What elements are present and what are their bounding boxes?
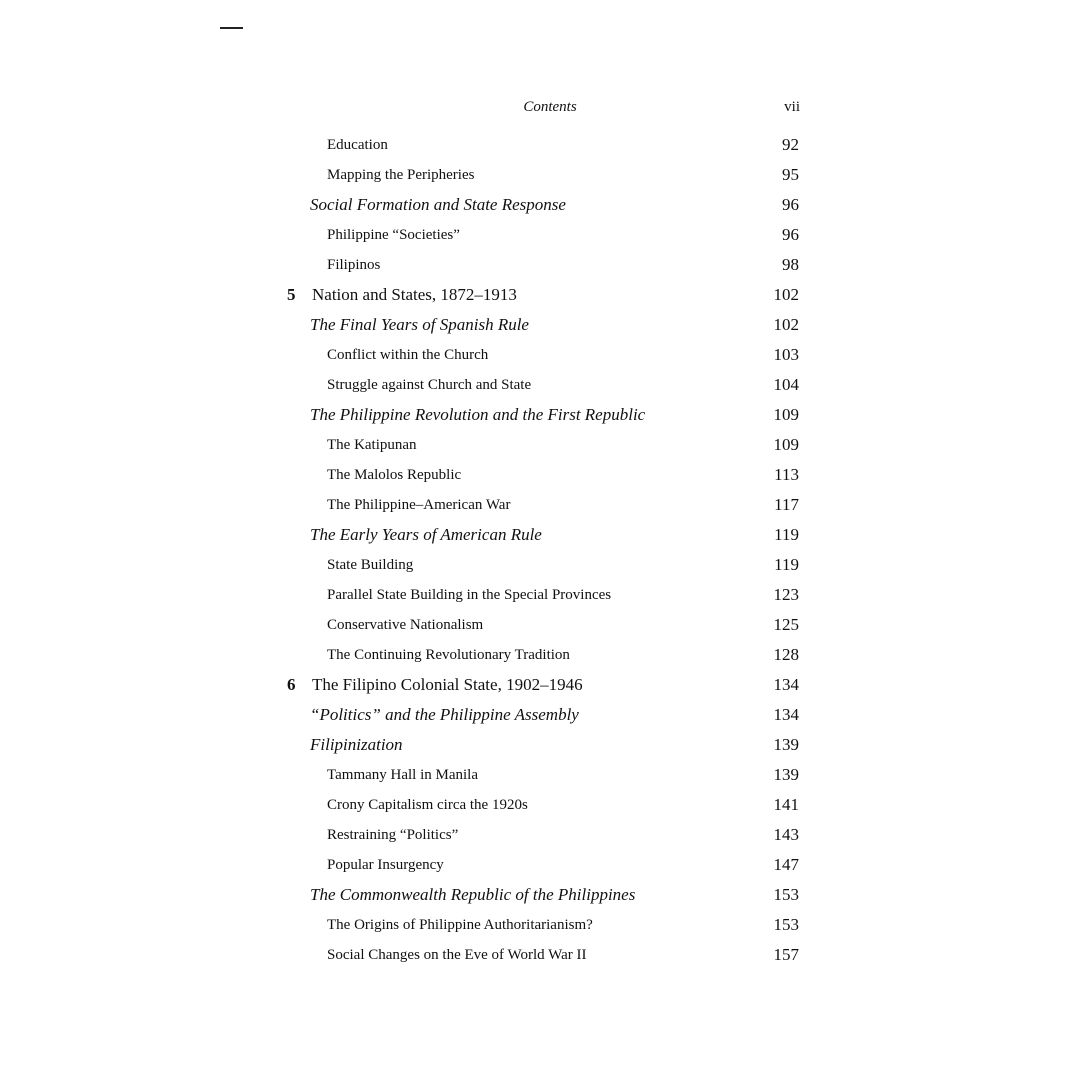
toc-entry-title: Parallel State Building in the Special Provinces — [327, 587, 612, 603]
toc-entry-section — [0, 190, 1080, 220]
toc-entry-page-number: 95 — [782, 165, 799, 184]
toc-entry-page-number: 98 — [782, 255, 799, 274]
toc-entry-chapter — [0, 280, 1080, 310]
toc-entry-title: The Continuing Revolutionary Tradition — [327, 647, 570, 663]
toc-entry-page-number: 157 — [773, 945, 799, 964]
toc-entry-sub — [0, 460, 1080, 490]
toc-entry-page-number: 125 — [773, 615, 799, 634]
toc-entry-sub — [0, 250, 1080, 280]
toc-entry-title: Mapping the Peripheries — [327, 167, 475, 183]
toc-entry-title: Social Changes on the Eve of World War II — [327, 947, 587, 963]
toc-entry-page-number: 109 — [773, 405, 799, 424]
toc-entry-title: “Politics” and the Philippine Assembly — [310, 705, 579, 724]
toc-entry-sub — [0, 340, 1080, 370]
toc-entry-page-number: 96 — [782, 195, 799, 214]
toc-entry-sub — [0, 370, 1080, 400]
toc-entry-title: Conflict within the Church — [327, 347, 489, 363]
toc-entry-page-number: 117 — [774, 495, 799, 514]
toc-entry-page-number: 119 — [774, 555, 799, 574]
toc-entry-title: The Philippine Revolution and the First Republic — [310, 405, 646, 424]
toc-entry-section — [0, 700, 1080, 730]
toc-entry-section — [0, 730, 1080, 760]
toc-entry-section — [0, 400, 1080, 430]
toc-entry-page-number: 134 — [773, 675, 799, 694]
toc-entry-page-number: 134 — [773, 705, 799, 724]
toc-entry-page-number: 153 — [773, 915, 799, 934]
toc-entry-sub — [0, 790, 1080, 820]
toc-entry-page-number: 123 — [773, 585, 799, 604]
toc-entry-title: The Katipunan — [327, 437, 417, 453]
toc-entry-title: State Building — [327, 557, 414, 573]
toc-entry-title: Conservative Nationalism — [327, 617, 484, 633]
toc-entry-title: Struggle against Church and State — [327, 377, 532, 393]
toc-entry-sub — [0, 550, 1080, 580]
toc-entry-page-number: 103 — [773, 345, 799, 364]
toc-entry-title: Filipinization — [310, 735, 403, 754]
toc-entry-sub — [0, 640, 1080, 670]
toc-entry-chapter — [0, 670, 1080, 700]
toc-entry-page-number: 102 — [773, 315, 799, 334]
toc-entry-title: The Malolos Republic — [327, 467, 462, 483]
toc-entry-sub — [0, 580, 1080, 610]
toc-entry-section — [0, 520, 1080, 550]
toc-entry-title: The Commonwealth Republic of the Philippines — [310, 885, 636, 904]
toc-entry-title: Tammany Hall in Manila — [327, 767, 478, 783]
toc-entry-sub — [0, 490, 1080, 520]
toc-entry-page-number: 141 — [773, 795, 799, 814]
chapter-number: 5 — [287, 285, 296, 304]
toc-entry-page-number: 109 — [773, 435, 799, 454]
toc-entry-page-number: 104 — [773, 375, 799, 394]
table-of-contents — [0, 130, 1080, 970]
toc-entry-title: The Filipino Colonial State, 1902–1946 — [312, 675, 583, 694]
toc-entry-page-number: 92 — [782, 135, 799, 154]
toc-entry-title: Education — [327, 137, 388, 153]
toc-entry-sub — [0, 850, 1080, 880]
toc-entry-title: Social Formation and State Response — [310, 195, 566, 214]
toc-entry-page-number: 113 — [774, 465, 799, 484]
chapter-number: 6 — [287, 675, 296, 694]
toc-entry-sub — [0, 130, 1080, 160]
running-header-page-number: vii — [784, 99, 800, 115]
toc-entry-sub — [0, 430, 1080, 460]
crop-mark — [220, 27, 243, 29]
toc-entry-sub — [0, 820, 1080, 850]
toc-entry-title: Crony Capitalism circa the 1920s — [327, 797, 528, 813]
toc-entry-section — [0, 310, 1080, 340]
running-header — [300, 96, 800, 118]
toc-entry-sub — [0, 760, 1080, 790]
toc-entry-title: The Final Years of Spanish Rule — [310, 315, 529, 334]
toc-entry-page-number: 102 — [773, 285, 799, 304]
toc-entry-sub — [0, 220, 1080, 250]
toc-entry-title: The Philippine–American War — [327, 497, 511, 513]
toc-entry-sub — [0, 910, 1080, 940]
running-header-title: Contents — [523, 99, 577, 115]
toc-entry-sub — [0, 610, 1080, 640]
toc-entry-page-number: 153 — [773, 885, 799, 904]
toc-entry-title: Nation and States, 1872–1913 — [312, 285, 517, 304]
toc-entry-section — [0, 880, 1080, 910]
toc-entry-page-number: 96 — [782, 225, 799, 244]
toc-entry-page-number: 128 — [773, 645, 799, 664]
toc-entry-page-number: 139 — [773, 735, 799, 754]
toc-entry-title: The Early Years of American Rule — [310, 525, 542, 544]
toc-entry-title: Popular Insurgency — [327, 857, 444, 873]
toc-entry-title: Filipinos — [327, 257, 381, 273]
toc-entry-page-number: 147 — [773, 855, 799, 874]
toc-entry-page-number: 143 — [773, 825, 799, 844]
toc-entry-title: Philippine “Societies” — [327, 227, 460, 243]
toc-entry-sub — [0, 940, 1080, 970]
toc-entry-title: Restraining “Politics” — [327, 827, 459, 843]
toc-entry-sub — [0, 160, 1080, 190]
toc-entry-title: The Origins of Philippine Authoritarianism? — [327, 917, 593, 933]
toc-entry-page-number: 139 — [773, 765, 799, 784]
toc-entry-page-number: 119 — [774, 525, 799, 544]
